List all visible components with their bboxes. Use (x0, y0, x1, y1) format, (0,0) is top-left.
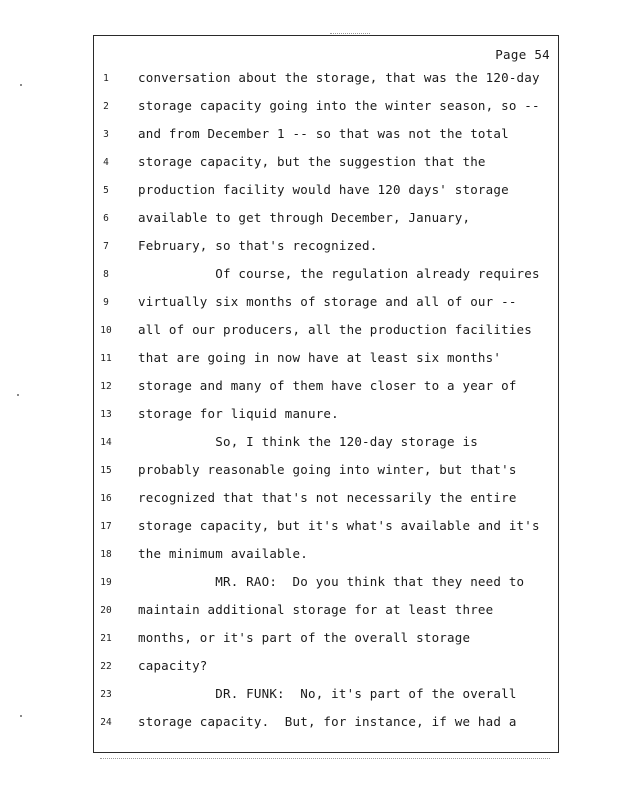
line-text: storage capacity going into the winter season, so -- (138, 98, 540, 113)
transcript-line (94, 714, 560, 742)
page-number: Page 54 (495, 47, 550, 62)
line-number: 15 (100, 465, 112, 476)
line-number: 10 (100, 325, 112, 336)
line-text: MR. RAO: Do you think that they need to (138, 574, 525, 589)
line-number: 2 (103, 101, 109, 112)
transcript-line (94, 266, 560, 294)
transcript-line (94, 70, 560, 98)
line-text: the minimum available. (138, 546, 308, 561)
transcript-line (94, 574, 560, 602)
transcript-line (94, 434, 560, 462)
transcript-line (94, 546, 560, 574)
line-number: 12 (100, 381, 112, 392)
line-number: 9 (103, 297, 109, 308)
transcript-line (94, 294, 560, 322)
transcript-line (94, 406, 560, 434)
line-number: 17 (100, 521, 112, 532)
transcript-line (94, 210, 560, 238)
line-text: all of our producers, all the production facilities (138, 322, 533, 337)
transcript-page (93, 35, 559, 753)
line-text: storage for liquid manure. (138, 406, 339, 421)
scan-speck (20, 84, 22, 86)
line-text: capacity? (138, 658, 208, 673)
line-text: probably reasonable going into winter, but that's (138, 462, 517, 477)
transcript-line (94, 322, 560, 350)
line-number: 5 (103, 185, 109, 196)
line-number: 14 (100, 437, 112, 448)
line-text: maintain additional storage for at least three (138, 602, 494, 617)
line-number: 13 (100, 409, 112, 420)
line-number: 11 (100, 353, 112, 364)
transcript-line (94, 518, 560, 546)
line-number: 18 (100, 549, 112, 560)
line-text: available to get through December, January, (138, 210, 471, 225)
line-number: 20 (100, 605, 112, 616)
line-text: virtually six months of storage and all of our -- (138, 294, 517, 309)
line-number: 16 (100, 493, 112, 504)
transcript-line (94, 98, 560, 126)
transcript-line (94, 378, 560, 406)
line-number: 23 (100, 689, 112, 700)
line-number: 4 (103, 157, 109, 168)
line-text: storage capacity, but it's what's available and it's (138, 518, 540, 533)
scan-speck (17, 394, 19, 396)
line-text: So, I think the 120-day storage is (138, 434, 478, 449)
line-text: that are going in now have at least six months' (138, 350, 502, 365)
line-number: 6 (103, 213, 109, 224)
transcript-line (94, 182, 560, 210)
scan-speck (20, 715, 22, 717)
line-text: storage and many of them have closer to a year of (138, 378, 517, 393)
line-text: production facility would have 120 days' storage (138, 182, 509, 197)
line-text: recognized that that's not necessarily the entire (138, 490, 517, 505)
line-text: DR. FUNK: No, it's part of the overall (138, 686, 517, 701)
transcript-line (94, 658, 560, 686)
transcript-line (94, 238, 560, 266)
transcript-line (94, 462, 560, 490)
transcript-line (94, 350, 560, 378)
line-number: 21 (100, 633, 112, 644)
transcript-line (94, 686, 560, 714)
transcript-line (94, 154, 560, 182)
line-text: Of course, the regulation already requires (138, 266, 540, 281)
line-text: storage capacity. But, for instance, if we had a (138, 714, 517, 729)
line-number: 22 (100, 661, 112, 672)
line-text: and from December 1 -- so that was not the total (138, 126, 509, 141)
line-number: 1 (103, 73, 109, 84)
line-text: February, so that's recognized. (138, 238, 378, 253)
transcript-line (94, 630, 560, 658)
line-number: 3 (103, 129, 109, 140)
transcript-line (94, 126, 560, 154)
transcript-line (94, 602, 560, 630)
line-number: 8 (103, 269, 109, 280)
scan-artifact-bottom (100, 758, 550, 760)
transcript-line (94, 490, 560, 518)
line-number: 7 (103, 241, 109, 252)
line-text: conversation about the storage, that was the 120-day (138, 70, 540, 85)
line-text: storage capacity, but the suggestion that the (138, 154, 486, 169)
line-number: 24 (100, 717, 112, 728)
line-number: 19 (100, 577, 112, 588)
line-text: months, or it's part of the overall storage (138, 630, 471, 645)
